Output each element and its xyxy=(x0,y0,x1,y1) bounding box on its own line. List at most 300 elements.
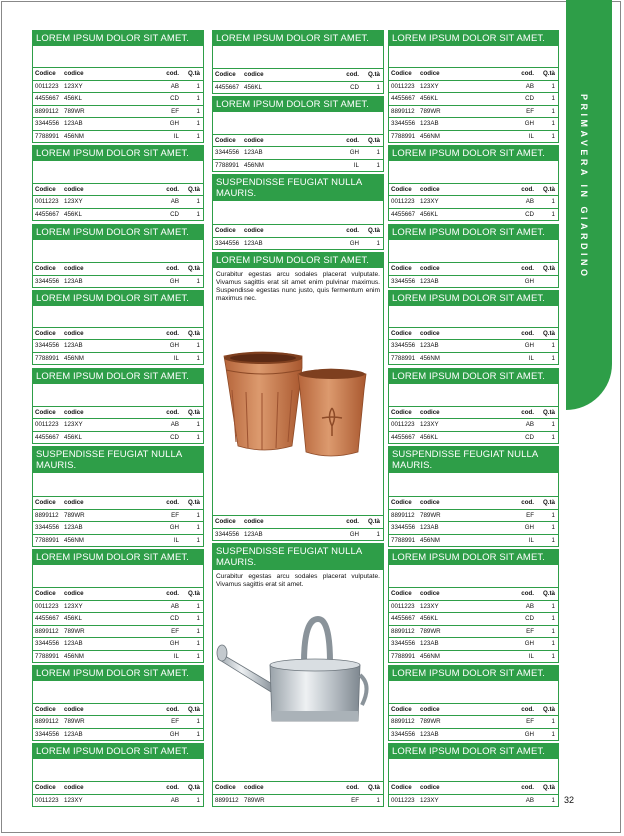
cell-code: 8899112 xyxy=(35,718,59,725)
cell-qty: 1 xyxy=(196,640,200,647)
cell-code: 3344556 xyxy=(215,149,240,156)
cell-cod: CD xyxy=(525,615,534,622)
cell-desc: 789WR xyxy=(420,107,441,115)
cell-desc: 456KL xyxy=(420,433,438,441)
cell-desc: 123AB xyxy=(420,342,439,349)
cell-cod: GH xyxy=(349,530,359,538)
cell-qty: 1 xyxy=(551,354,555,362)
header-cod: cod. xyxy=(346,518,359,525)
header-desc: codice xyxy=(64,408,84,416)
table-row xyxy=(389,352,558,365)
cell-desc: 123AB xyxy=(64,342,83,349)
cell-cod: GH xyxy=(349,239,359,247)
cell-code: 4455667 xyxy=(35,95,60,102)
cell-qty: 1 xyxy=(551,615,555,622)
header-desc: codice xyxy=(64,185,84,193)
cell-cod: GH xyxy=(524,524,534,531)
product-table xyxy=(213,134,383,172)
cell-cod: EF xyxy=(526,107,534,115)
cell-code: 7788991 xyxy=(391,536,416,544)
cell-qty: 1 xyxy=(196,615,200,622)
cell-qty: 1 xyxy=(196,652,200,660)
header-code: Codice xyxy=(35,499,56,506)
cell-qty: 1 xyxy=(196,107,200,115)
table-row xyxy=(389,339,558,352)
cell-desc: 789WR xyxy=(64,107,85,115)
header-cod: cod. xyxy=(166,590,179,597)
product-box xyxy=(32,30,204,143)
cell-code: 7788991 xyxy=(215,161,240,169)
product-title: LOREM IPSUM DOLOR SIT AMET. xyxy=(33,291,203,306)
product-title: LOREM IPSUM DOLOR SIT AMET. xyxy=(213,97,383,112)
header-qty: Q.tà xyxy=(367,518,380,525)
cell-cod: CD xyxy=(525,210,534,218)
product-table xyxy=(33,67,203,142)
header-qty: Q.tà xyxy=(367,784,380,791)
header-code: Codice xyxy=(35,265,56,272)
product-table xyxy=(33,587,203,662)
cell-qty: 1 xyxy=(551,198,555,205)
cell-cod: CD xyxy=(170,433,179,441)
cell-cod: EF xyxy=(526,511,534,519)
table-row xyxy=(33,195,203,208)
header-code: Codice xyxy=(215,784,236,791)
cell-desc: 123AB xyxy=(420,730,439,738)
product-title: LOREM IPSUM DOLOR SIT AMET. xyxy=(33,369,203,384)
cell-code: 4455667 xyxy=(35,210,60,218)
cell-qty: 1 xyxy=(551,627,555,635)
header-cod: cod. xyxy=(166,185,179,193)
cell-cod: EF xyxy=(171,718,179,725)
cell-cod: IL xyxy=(528,536,534,544)
header-qty: Q.tà xyxy=(542,590,555,597)
cell-qty: 1 xyxy=(196,277,200,285)
cell-code: 3344556 xyxy=(391,120,416,127)
cell-desc: 123AB xyxy=(420,120,439,127)
cell-cod: GH xyxy=(169,524,179,531)
cell-code: 7788991 xyxy=(35,354,60,362)
cell-desc: 456KL xyxy=(420,95,438,102)
cell-desc: 123XY xyxy=(64,421,83,428)
product-table xyxy=(33,262,203,287)
header-code: Codice xyxy=(35,784,56,791)
cell-cod: AB xyxy=(525,421,534,428)
table-header xyxy=(213,781,383,794)
cell-cod: CD xyxy=(350,83,359,91)
header-cod: cod. xyxy=(346,784,359,791)
product-table xyxy=(389,496,558,546)
table-row xyxy=(389,195,558,208)
table-header xyxy=(389,183,558,196)
cell-code: 7788991 xyxy=(35,132,60,140)
product-table xyxy=(33,406,203,444)
product-title: SUSPENDISSE FEUGIAT NULLA MAURIS. xyxy=(213,544,383,570)
cell-code: 3344556 xyxy=(35,730,60,738)
table-row xyxy=(33,612,203,625)
table-header xyxy=(389,67,558,80)
cell-code: 0011223 xyxy=(391,796,415,804)
cell-code: 8899112 xyxy=(35,511,59,519)
product-title: LOREM IPSUM DOLOR SIT AMET. xyxy=(389,666,558,681)
cell-code: 4455667 xyxy=(35,615,60,622)
product-box xyxy=(388,368,559,444)
cell-cod: CD xyxy=(170,210,179,218)
cell-code: 3344556 xyxy=(391,730,416,738)
header-qty: Q.tà xyxy=(542,185,555,193)
cell-qty: 1 xyxy=(551,796,555,804)
cell-code: 8899112 xyxy=(391,718,415,725)
product-table xyxy=(33,327,203,365)
cell-code: 8899112 xyxy=(215,796,239,804)
product-table xyxy=(33,183,203,221)
cell-qty: 1 xyxy=(196,95,200,102)
cell-qty: 1 xyxy=(196,602,200,610)
header-qty: Q.tà xyxy=(187,265,200,272)
cell-cod: GH xyxy=(169,640,179,647)
cell-code: 4455667 xyxy=(391,95,416,102)
product-box xyxy=(388,224,559,288)
product-box xyxy=(212,30,384,94)
header-code: Codice xyxy=(391,70,412,77)
cell-cod: GH xyxy=(524,120,534,127)
header-code: Codice xyxy=(35,185,56,193)
table-row xyxy=(33,715,203,728)
cell-code: 7788991 xyxy=(391,132,416,140)
table-row xyxy=(33,534,203,547)
cell-qty: 1 xyxy=(376,161,380,169)
cell-desc: 456NM xyxy=(420,652,440,660)
cell-qty: 1 xyxy=(196,120,200,127)
header-code: Codice xyxy=(215,136,236,144)
table-row xyxy=(389,650,558,663)
table-row xyxy=(33,92,203,105)
header-cod: cod. xyxy=(166,329,179,337)
header-qty: Q.tà xyxy=(542,70,555,77)
cell-cod: AB xyxy=(170,198,179,205)
product-box xyxy=(388,30,559,143)
cell-code: 7788991 xyxy=(35,536,60,544)
cell-qty: 1 xyxy=(551,433,555,441)
product-title: LOREM IPSUM DOLOR SIT AMET. xyxy=(389,225,558,240)
header-qty: Q.tà xyxy=(542,784,555,791)
table-row xyxy=(213,146,383,159)
cell-desc: 456KL xyxy=(64,210,82,218)
cell-qty: 1 xyxy=(196,730,200,738)
table-row xyxy=(33,117,203,130)
cell-qty: 1 xyxy=(551,536,555,544)
header-cod: cod. xyxy=(521,784,534,791)
cell-code: 8899112 xyxy=(391,627,415,635)
cell-code: 8899112 xyxy=(391,107,415,115)
header-qty: Q.tà xyxy=(187,499,200,506)
table-row xyxy=(33,105,203,118)
cell-cod: AB xyxy=(525,602,534,610)
cell-desc: 789WR xyxy=(244,796,265,804)
header-desc: codice xyxy=(420,705,440,713)
cell-code: 0011223 xyxy=(391,82,415,90)
cell-desc: 789WR xyxy=(64,511,85,519)
table-row xyxy=(213,81,383,94)
product-table xyxy=(389,327,558,365)
product-table xyxy=(389,67,558,142)
header-cod: cod. xyxy=(166,70,179,77)
table-row xyxy=(33,431,203,444)
header-cod: cod. xyxy=(166,705,179,713)
cell-cod: IL xyxy=(173,354,179,362)
table-row xyxy=(33,650,203,663)
cell-qty: 1 xyxy=(551,95,555,102)
product-description: Curabitur egestas arcu sodales placerat vulputate. Vivamus sagittis erat sit amet enim pulvinar maximus. Suspendisse egestas nunc justo, quis fermentum enim maximus nec. xyxy=(216,271,380,302)
cell-cod: CD xyxy=(170,615,179,622)
table-row xyxy=(389,521,558,534)
header-desc: codice xyxy=(244,227,264,234)
header-code: Codice xyxy=(391,784,412,791)
header-desc: codice xyxy=(420,590,440,597)
product-title: LOREM IPSUM DOLOR SIT AMET. xyxy=(389,550,558,565)
product-table xyxy=(33,703,203,741)
cell-code: 4455667 xyxy=(215,83,240,91)
cell-qty: 1 xyxy=(376,83,380,91)
header-code: Codice xyxy=(391,499,412,506)
header-code: Codice xyxy=(391,590,412,597)
cell-desc: 123AB xyxy=(64,277,83,285)
product-title: LOREM IPSUM DOLOR SIT AMET. xyxy=(33,744,203,759)
header-qty: Q.tà xyxy=(542,705,555,713)
cell-desc: 456KL xyxy=(64,433,82,441)
table-header xyxy=(389,406,558,419)
cell-cod: AB xyxy=(170,602,179,610)
cell-desc: 456KL xyxy=(244,83,262,91)
product-title: SUSPENDISSE FEUGIAT NULLA MAURIS. xyxy=(33,447,203,473)
product-box xyxy=(32,145,204,221)
header-desc: codice xyxy=(64,590,84,597)
cell-cod: GH xyxy=(169,730,179,738)
cell-desc: 456NM xyxy=(244,161,264,169)
cell-cod: GH xyxy=(169,120,179,127)
header-desc: codice xyxy=(64,265,84,272)
table-row xyxy=(389,600,558,613)
product-title: LOREM IPSUM DOLOR SIT AMET. xyxy=(33,666,203,681)
product-title: LOREM IPSUM DOLOR SIT AMET. xyxy=(389,744,558,759)
cell-cod: AB xyxy=(525,796,534,804)
cell-desc: 456NM xyxy=(64,132,84,140)
header-cod: cod. xyxy=(521,590,534,597)
table-row xyxy=(389,509,558,522)
header-desc: codice xyxy=(64,784,84,791)
cell-desc: 456KL xyxy=(64,95,82,102)
header-cod: cod. xyxy=(166,499,179,506)
product-box xyxy=(212,96,384,172)
table-row xyxy=(389,794,558,807)
cell-qty: 1 xyxy=(551,120,555,127)
product-box xyxy=(32,549,204,663)
product-table xyxy=(389,262,558,287)
product-title: SUSPENDISSE FEUGIAT NULLA MAURIS. xyxy=(389,447,558,473)
cell-cod: GH xyxy=(169,342,179,349)
header-cod: cod. xyxy=(346,136,359,144)
product-description: Curabitur egestas arcu sodales placerat vulputate. Vivamus sagittis erat sit amet. xyxy=(216,573,380,588)
header-cod: cod. xyxy=(521,499,534,506)
cell-code: 0011223 xyxy=(35,602,59,610)
cell-qty: 1 xyxy=(551,602,555,610)
cell-qty: 1 xyxy=(551,652,555,660)
cell-code: 0011223 xyxy=(391,198,415,205)
table-row xyxy=(33,418,203,431)
cell-qty: 1 xyxy=(196,82,200,90)
cell-desc: 123AB xyxy=(420,277,439,285)
cell-desc: 123AB xyxy=(244,530,263,538)
cell-code: 8899112 xyxy=(35,107,59,115)
product-title: LOREM IPSUM DOLOR SIT AMET. xyxy=(33,146,203,161)
cell-desc: 123AB xyxy=(64,640,83,647)
table-row xyxy=(33,625,203,638)
product-title: LOREM IPSUM DOLOR SIT AMET. xyxy=(33,225,203,240)
cell-desc: 456KL xyxy=(420,210,438,218)
cell-code: 7788991 xyxy=(35,652,60,660)
cell-cod: IL xyxy=(528,132,534,140)
cell-cod: IL xyxy=(173,652,179,660)
cell-qty: 1 xyxy=(551,640,555,647)
table-row xyxy=(389,637,558,650)
header-qty: Q.tà xyxy=(187,784,200,791)
table-header xyxy=(389,496,558,509)
cell-desc: 789WR xyxy=(420,718,441,725)
cell-cod: AB xyxy=(525,198,534,205)
header-code: Codice xyxy=(35,590,56,597)
cell-desc: 123AB xyxy=(244,239,263,247)
header-code: Codice xyxy=(35,329,56,337)
cell-cod: AB xyxy=(170,796,179,804)
table-header xyxy=(389,703,558,716)
cell-qty: 1 xyxy=(196,132,200,140)
cell-code: 4455667 xyxy=(391,210,416,218)
cell-desc: 123XY xyxy=(64,198,83,205)
table-row xyxy=(33,352,203,365)
table-header xyxy=(389,262,558,275)
cell-cod: GH xyxy=(349,149,359,156)
table-row xyxy=(389,117,558,130)
table-row xyxy=(389,105,558,118)
cell-qty: 1 xyxy=(196,198,200,205)
header-code: Codice xyxy=(391,408,412,416)
cell-desc: 456NM xyxy=(64,536,84,544)
cell-desc: 456NM xyxy=(420,536,440,544)
cell-desc: 456NM xyxy=(420,354,440,362)
header-desc: codice xyxy=(420,185,440,193)
product-box xyxy=(32,224,204,288)
product-table xyxy=(33,496,203,546)
section-side-label: PRIMAVERA IN GIARDINO xyxy=(579,94,589,280)
header-cod: cod. xyxy=(346,71,359,78)
header-qty: Q.tà xyxy=(187,590,200,597)
table-row xyxy=(33,275,203,288)
header-cod: cod. xyxy=(521,705,534,713)
product-title: LOREM IPSUM DOLOR SIT AMET. xyxy=(389,291,558,306)
cell-cod: CD xyxy=(525,433,534,441)
header-code: Codice xyxy=(215,227,236,234)
product-title: LOREM IPSUM DOLOR SIT AMET. xyxy=(389,369,558,384)
table-row xyxy=(389,275,558,288)
cell-code: 8899112 xyxy=(391,511,415,519)
table-row xyxy=(33,80,203,93)
product-title: LOREM IPSUM DOLOR SIT AMET. xyxy=(213,253,383,268)
header-cod: cod. xyxy=(521,408,534,416)
cell-cod: CD xyxy=(170,95,179,102)
table-row xyxy=(389,92,558,105)
table-row xyxy=(213,794,383,807)
cell-desc: 123AB xyxy=(420,640,439,647)
header-code: Codice xyxy=(391,329,412,337)
cell-qty: 1 xyxy=(196,536,200,544)
cell-cod: GH xyxy=(524,277,534,285)
product-table xyxy=(389,183,558,221)
cell-code: 3344556 xyxy=(35,342,60,349)
header-desc: codice xyxy=(420,70,440,77)
cell-qty: 1 xyxy=(376,530,380,538)
cell-cod: EF xyxy=(351,796,359,804)
cell-cod: EF xyxy=(171,627,179,635)
table-header xyxy=(33,183,203,196)
table-header xyxy=(33,262,203,275)
cell-cod: EF xyxy=(526,627,534,635)
table-row xyxy=(389,208,558,221)
header-qty: Q.tà xyxy=(542,499,555,506)
cell-code: 3344556 xyxy=(35,277,60,285)
header-code: Codice xyxy=(215,71,236,78)
header-desc: codice xyxy=(64,705,84,713)
header-desc: codice xyxy=(420,499,440,506)
header-desc: codice xyxy=(420,265,440,272)
cell-code: 0011223 xyxy=(391,602,415,610)
cell-desc: 789WR xyxy=(420,511,441,519)
cell-code: 4455667 xyxy=(35,433,60,441)
cell-qty: 1 xyxy=(551,210,555,218)
cell-desc: 456NM xyxy=(64,354,84,362)
cell-desc: 123XY xyxy=(64,796,83,804)
table-row xyxy=(389,431,558,444)
header-desc: codice xyxy=(244,71,264,78)
table-row xyxy=(33,637,203,650)
product-box xyxy=(388,549,559,663)
product-box xyxy=(212,174,384,250)
product-box xyxy=(32,665,204,741)
product-box xyxy=(388,665,559,741)
cell-code: 3344556 xyxy=(391,524,416,531)
cell-qty: 1 xyxy=(551,132,555,140)
product-table xyxy=(389,781,558,806)
product-box xyxy=(388,145,559,221)
header-cod: cod. xyxy=(521,70,534,77)
cell-code: 3344556 xyxy=(391,342,416,349)
header-desc: codice xyxy=(420,784,440,791)
table-row xyxy=(389,612,558,625)
header-qty: Q.tà xyxy=(542,329,555,337)
product-title: SUSPENDISSE FEUGIAT NULLA MAURIS. xyxy=(213,175,383,201)
cell-code: 0011223 xyxy=(35,82,59,90)
cell-cod: EF xyxy=(171,511,179,519)
header-cod: cod. xyxy=(521,185,534,193)
watering-can-image xyxy=(212,615,374,727)
product-table xyxy=(389,406,558,444)
header-desc: codice xyxy=(420,408,440,416)
header-code: Codice xyxy=(35,705,56,713)
product-box xyxy=(388,290,559,365)
table-header xyxy=(213,515,383,528)
table-row xyxy=(389,130,558,143)
cell-qty: 1 xyxy=(196,524,200,531)
table-row xyxy=(213,237,383,250)
table-row xyxy=(389,625,558,638)
